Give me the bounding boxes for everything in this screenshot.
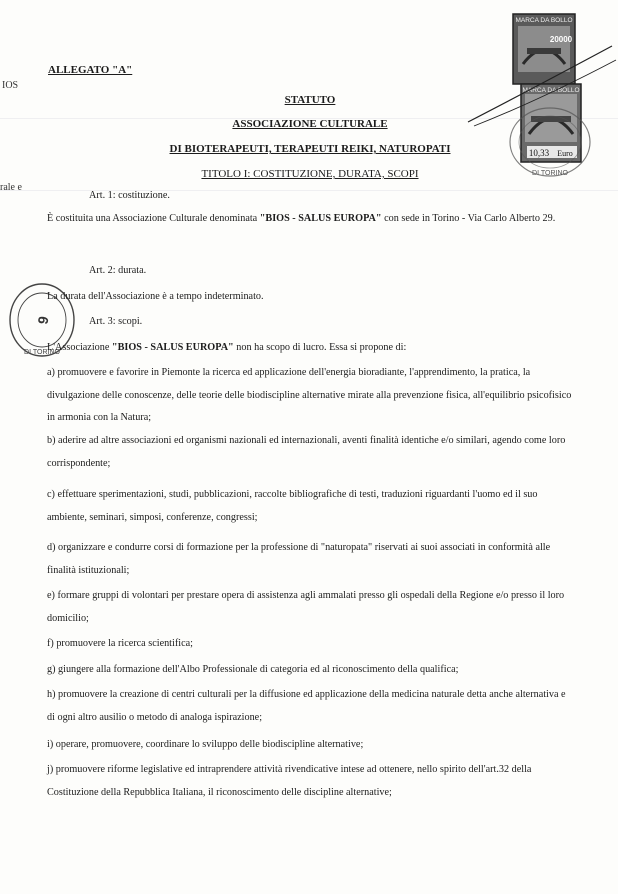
article-1-text-end: con sede in Torino - Via Carlo Alberto 29. <box>381 213 556 224</box>
marca-label-2: MARCA DA BOLLO <box>522 87 580 94</box>
list-item: f) promuovere la ricerca scientifica; <box>47 638 193 649</box>
list-item: a) promuovere e favorire in Piemonte la ricerca ed applicazione dell'energia bioradiante, l'apprendimento, la pratica, la divulgazione delle conoscenze, delle teorie delle biodiscipline alternative mirate alla prevenzione fisica, all'equilibrio psicofisico in armonia con la Natura; <box>47 367 572 423</box>
article-2-text: La durata dell'Associazione è a tempo indeterminato. <box>47 291 264 302</box>
pen-mark <box>460 40 618 130</box>
seal-text-right: DI TORINO <box>532 170 568 177</box>
article-1-text-start: È costituita una Associazione Culturale denominata <box>47 213 260 224</box>
article-2-heading: Art. 2: durata. <box>89 265 147 276</box>
article-3-intro <box>47 337 575 360</box>
allegato-label: ALLEGATO "A" <box>48 64 133 76</box>
marca-value-2: 10,33 <box>528 148 550 158</box>
association-title: ASSOCIAZIONE CULTURALE <box>232 118 388 130</box>
list-item: h) promuovere la creazione di centri culturali per la diffusione ed applicazione della medicina naturale detta anche alternativa e di ogni altro ausilio o metodo di analoga ispirazione; <box>47 689 566 723</box>
margin-fragment: IOS <box>2 80 19 91</box>
marca-value-1: 20000 <box>549 35 573 44</box>
statuto-title: STATUTO <box>284 94 336 106</box>
titolo-heading: TITOLO I: COSTITUZIONE, DURATA, SCOPI <box>201 168 419 180</box>
association-name: "BIOS - SALUS EUROPA" <box>259 213 382 224</box>
article-1-heading: Art. 1: costituzione. <box>89 190 170 201</box>
article-1-text <box>47 208 575 231</box>
article-3-intro-start: L'Associazione <box>47 342 112 353</box>
list-item: c) effettuare sperimentazioni, studi, pubblicazioni, raccolte bibliografiche di testi, traduzioni riguardanti l'uomo ed il suo ambiente, seminari, simposi, conferenze, congressi; <box>47 489 538 523</box>
list-item: b) aderire ad altre associazioni ed organismi nazionali ed internazionali, aventi finalità identiche e/o similari, agendo come loro corrispondente; <box>47 435 566 469</box>
list-item: i) operare, promuovere, coordinare lo sviluppo delle biodiscipline alternative; <box>47 739 364 750</box>
list-item: e) formare gruppi di volontari per prestare opera di assistenza agli ammalati presso gli ospedali della Regione e/o presso il loro domicilio; <box>47 590 565 624</box>
association-subtitle: DI BIOTERAPEUTI, TERAPEUTI REIKI, NATUROPATI <box>169 143 451 155</box>
marca-currency-2: Euro <box>557 149 573 158</box>
article-3-intro-end: non ha scopo di lucro. Essa si propone di: <box>233 342 407 353</box>
svg-text:9: 9 <box>34 314 52 326</box>
seal-text-left: DI TORINO <box>24 349 60 356</box>
marca-label-1: MARCA DA BOLLO <box>515 17 573 24</box>
list-item: g) giungere alla formazione dell'Albo Professionale di categoria ed al riconoscimento della qualifica; <box>47 664 459 675</box>
article-3-heading: Art. 3: scopi. <box>89 316 143 327</box>
list-item: d) organizzare e condurre corsi di formazione per la professione di "naturopata" riservati ai suoi associati in conformità alle finalità istituzionali; <box>47 542 551 576</box>
margin-fragment: rale e <box>0 182 22 193</box>
association-name: "BIOS - SALUS EUROPA" <box>111 342 234 353</box>
list-item: j) promuovere riforme legislative ed intraprendere attività rivendicative intese ad ottenere, nello spirito dell'art.32 della Costituzione della Repubblica Italiana, il riconoscimento delle discipline alternative; <box>47 764 532 798</box>
